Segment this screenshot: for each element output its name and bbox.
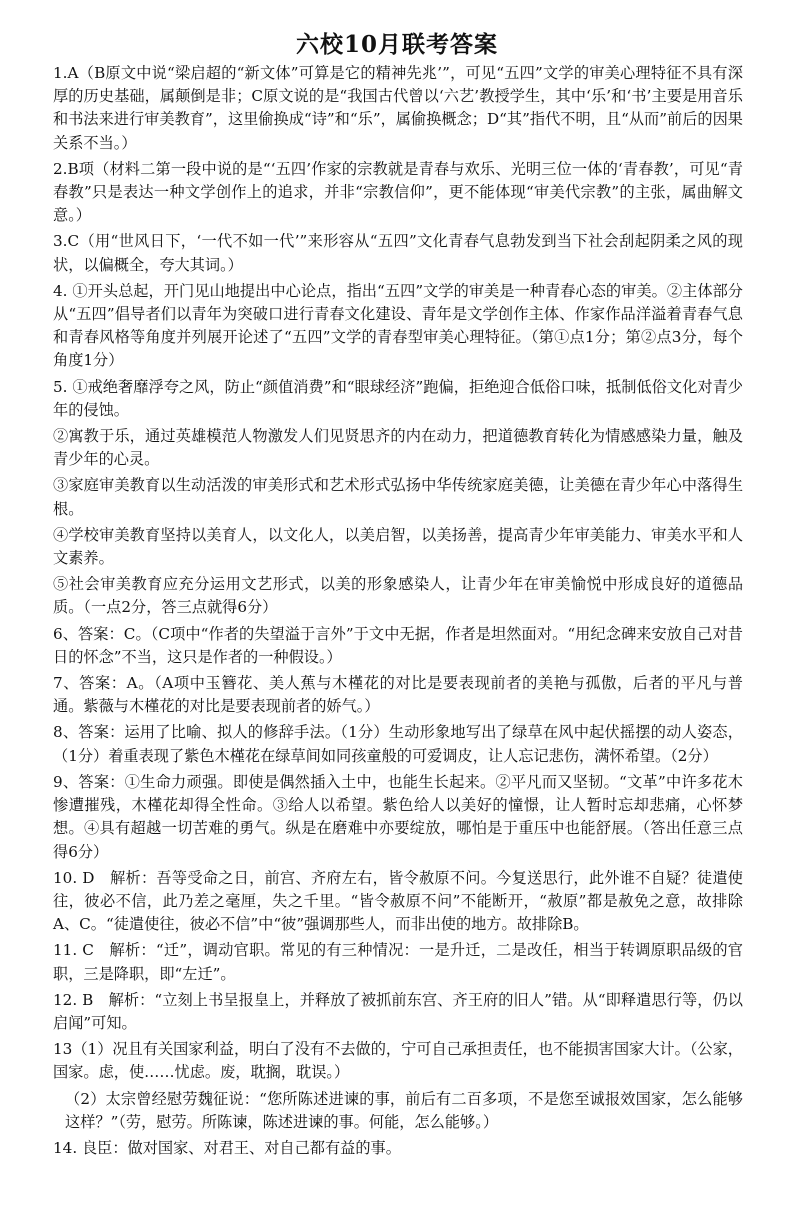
answer-8: 8、答案：运用了比喻、拟人的修辞手法。（1分）生动形象地写出了绿草在风中起伏摇摆的动人姿态，（1分）着重表现了紫色木槿花在绿草间如同孩童般的可爱调皮，让人忘记悲伤，满怀希望。（2分） bbox=[53, 723, 743, 765]
answer-5-point-1: 5. ①戒绝奢靡浮夸之风，防止“颜值消费”和“眼球经济”跑偏，拒绝迎合低俗口味，抵制低俗文化对青少年的侵蚀。 bbox=[53, 377, 743, 419]
answer-4: 4. ①开头总起，开门见山地提出中心论点，指出“五四”文学的审美是一种青春心态的审美。②主体部分从“五四”倡导者们以青年为突破口进行青春文化建设、青年是文学创作主体、作家作品洋溢着青春气息和青春风格等角度并列展开论述了“五四”文学的青春型审美心理特征。（第①点1分；第②点3分，每个角度1分） bbox=[53, 281, 743, 370]
answer-5-point-5: ⑤社会审美教育应充分运用文艺形式，以美的形象感染人，让青少年在审美愉悦中形成良好的道德品质。（一点2分，答三点就得6分） bbox=[53, 575, 743, 617]
answer-7: 7、答案：A。（A项中玉簪花、美人蕉与木槿花的对比是要表现前者的美艳与孤傲，后者的平凡与普通。紫薇与木槿花的对比是要表现前者的娇气。） bbox=[53, 674, 743, 716]
answer-body bbox=[53, 62, 743, 1160]
answer-10: 10. D 解析：吾等受命之日，前宫、齐府左右，皆令赦原不问。今复送思行，此外谁不自疑？徒遣使往，彼必不信，此乃差之毫厘，失之千里。“皆令赦原不问”不能断开，“赦原”都是赦免之意，故排除A、C。“徒遣使往，彼必不信”中“彼”强调那些人，而非出使的地方。故排除B。 bbox=[53, 868, 743, 934]
answer-14: 14. 良臣：做对国家、对君王、对自己都有益的事。 bbox=[53, 1138, 401, 1157]
answer-1: 1.A（B原文中说“梁启超的“新文体”可算是它的精神先兆’”，可见“五四”文学的审美心理特征不具有深厚的历史基础，属颠倒是非；C原文说的是“我国古代曾以‘六艺’教授学生，其中‘乐’和‘书’主要是用音乐和书法来进行审美教育”，这里偷换成“诗”和“乐”，属偷换概念；D“其”指代不明，且“从而”前后的因果关系不当。） bbox=[53, 64, 743, 152]
answer-6: 6、答案：C。（C项中“作者的失望溢于言外”于文中无据，作者是坦然面对。“用纪念碑来安放自己对昔日的怀念”不当，这只是作者的一种假设。） bbox=[53, 624, 743, 666]
answer-2: 2.B项（材料二第一段中说的是“‘五四’作家的宗教就是青春与欢乐、光明三位一体的‘青春教’，可见“青春教”只是表达一种文学创作上的追求，并非“宗教信仰”，更不能体现“审美代宗教”的主张，属曲解文意。） bbox=[53, 159, 743, 225]
answer-5-point-4: ④学校审美教育坚持以美育人，以文化人，以美启智，以美扬善，提高青少年审美能力、审美水平和人文素养。 bbox=[53, 525, 743, 568]
answer-11: 11. C 解析：“迁”，调动官职。常见的有三种情况：一是升迁，二是改任，相当于转调原职品级的官职，三是降职，即“左迁”。 bbox=[53, 941, 743, 983]
answer-12: 12. B 解析：“立刻上书呈报皇上，并释放了被抓前东宫、齐王府的旧人”错。从“即释遣思行等，仍以启闻”可知。 bbox=[53, 990, 743, 1032]
answer-9: 9、答案：①生命力顽强。即使是偶然插入土中，也能生长起来。②平凡而又坚韧。“文革”中许多花木惨遭摧残，木槿花却得全性命。③给人以希望。紫色给人以美好的憧憬，让人暂时忘却悲痛，心怀梦想。④具有超越一切苦难的勇气。纵是在磨难中亦要绽放，哪怕是于重压中也能舒展。（答出任意三点得6分） bbox=[53, 772, 743, 861]
document-title: 六校10月联考答案 bbox=[295, 31, 498, 58]
answer-13-part-2: （2）太宗曾经慰劳魏征说：“您所陈述进谏的事，前后有二百多项，不是您至诚报效国家，怎么能够这样？”（劳，慰劳。所陈谏，陈述进谏的事。何能，怎么能够。） bbox=[65, 1089, 743, 1131]
answer-5-point-3: ③家庭审美教育以生动活泼的审美形式和艺术形式弘扬中华传统家庭美德，让美德在青少年心中落得生根。 bbox=[53, 476, 743, 518]
answer-3: 3.C（用“世风日下，‘一代不如一代’”来形容从“五四”文化青春气息勃发到当下社会刮起阴柔之风的现状，以偏概全，夸大其词。） bbox=[53, 232, 743, 274]
answer-13-part-1: 13（1）况且有关国家利益，明白了没有不去做的，宁可自己承担责任，也不能损害国家大计。（公家，国家。虑，使……忧虑。废，耽搁，耽误。） bbox=[53, 1040, 743, 1082]
answer-5-point-2: ②寓教于乐，通过英雄模范人物激发人们见贤思齐的内在动力，把道德教育转化为情感感染力量，触及青少年的心灵。 bbox=[53, 427, 743, 469]
